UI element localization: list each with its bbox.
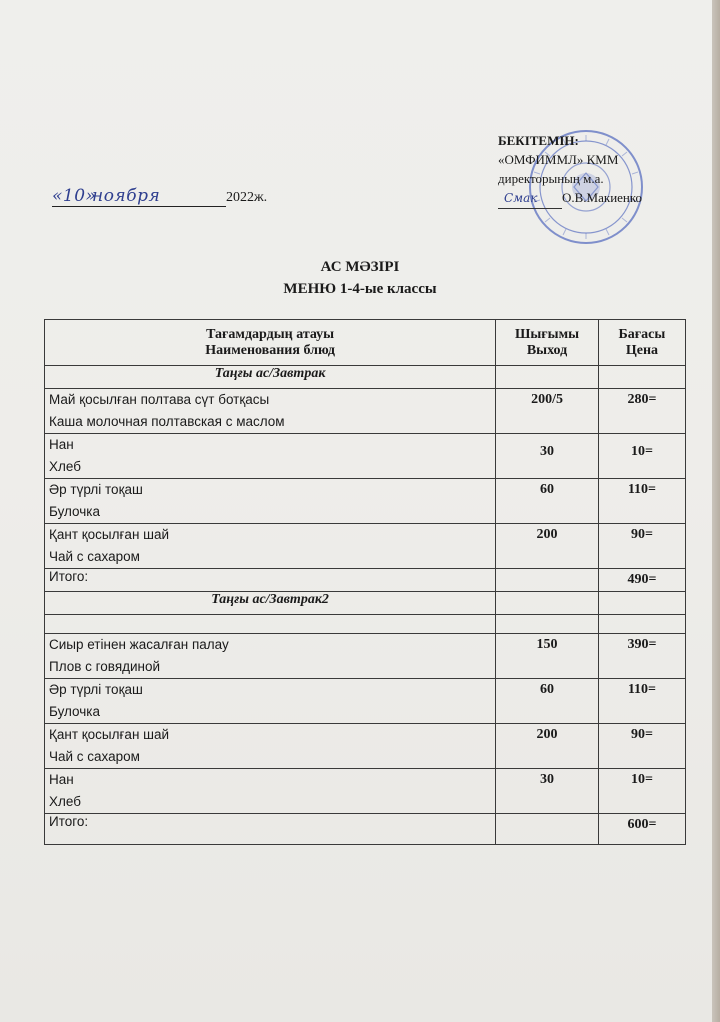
dish-price: 10= (598, 769, 685, 814)
header-output-ru: Выход (526, 342, 568, 358)
dish-name-kz: Нан (49, 772, 74, 787)
empty-cell (496, 569, 599, 592)
title-ru: МЕНЮ 1-4-ые классы (283, 281, 437, 297)
dish-output: 60 (496, 479, 599, 524)
dish-name (45, 434, 496, 479)
table-row (45, 524, 686, 569)
approval-heading: БЕКІТЕМІН: (498, 133, 579, 148)
total-label: Итого: (45, 569, 496, 592)
total-row (45, 569, 686, 592)
date-day: «10» (52, 186, 97, 206)
empty-cell (496, 814, 599, 845)
header-name-ru: Наименования блюд (205, 342, 335, 358)
header-output-kz: Шығымы (514, 326, 580, 342)
dish-name (45, 389, 496, 434)
header-name (45, 320, 496, 366)
dish-name (45, 479, 496, 524)
dish-output: 150 (496, 634, 599, 679)
approval-block (498, 131, 668, 209)
empty-cell (496, 366, 599, 389)
dish-price: 280= (598, 389, 685, 434)
dish-output: 200/5 (496, 389, 599, 434)
header-price-kz: Бағасы (618, 326, 666, 342)
dish-price: 390= (598, 634, 685, 679)
section-title: Таңғы ас/Завтрак2 (45, 592, 496, 615)
empty-cell (598, 615, 685, 634)
table-row (45, 434, 686, 479)
dish-name-kz: Қант қосылған шай (49, 727, 170, 742)
dish-price: 10= (598, 434, 685, 479)
dish-name-ru: Хлеб (49, 459, 81, 474)
dish-price: 90= (598, 724, 685, 769)
dish-name-ru: Булочка (49, 504, 101, 519)
dish-name-kz: Әр түрлі тоқаш (49, 682, 143, 697)
empty-cell (496, 592, 599, 615)
dish-output: 60 (496, 679, 599, 724)
dish-name-kz: Нан (49, 437, 74, 452)
total-price: 490= (598, 569, 685, 592)
header-price (598, 320, 685, 366)
empty-row (45, 615, 686, 634)
approval-name: О.В.Макиенко (562, 190, 643, 205)
approval-org: «ОМФИММЛ» КММ (498, 152, 619, 167)
table-row (45, 724, 686, 769)
dish-output: 30 (496, 769, 599, 814)
dish-price: 110= (598, 479, 685, 524)
total-label: Итого: (45, 814, 496, 845)
table-row (45, 769, 686, 814)
total-row (45, 814, 686, 845)
date-year: 2022ж. (226, 190, 268, 205)
dish-name-ru: Чай с сахаром (49, 749, 140, 764)
dish-name-ru: Каша молочная полтавская с маслом (49, 414, 285, 429)
dish-name-kz: Әр түрлі тоқаш (49, 482, 143, 497)
dish-name-kz: Қант қосылған шай (49, 527, 170, 542)
dish-name-ru: Чай с сахаром (49, 549, 140, 564)
section-row (45, 592, 686, 615)
table-row (45, 634, 686, 679)
dish-output: 30 (496, 434, 599, 479)
table-header-row (45, 320, 686, 366)
header-price-ru: Цена (625, 342, 659, 358)
menu-table (44, 319, 686, 845)
dish-output: 200 (496, 524, 599, 569)
dish-price: 110= (598, 679, 685, 724)
dish-name (45, 679, 496, 724)
title-kz: АС МӘЗІРІ (320, 259, 400, 275)
table-row (45, 479, 686, 524)
empty-cell (496, 615, 599, 634)
dish-price: 90= (598, 524, 685, 569)
signature: Смак (498, 189, 562, 209)
approval-role: директорының м.а. (498, 171, 604, 186)
signature-line (498, 188, 668, 209)
dish-name (45, 724, 496, 769)
empty-cell (598, 366, 685, 389)
header-name-kz: Тағамдардың атауы (206, 326, 335, 342)
dish-name (45, 769, 496, 814)
dish-name-kz: Май қосылған полтава сүт ботқасы (49, 392, 270, 407)
document-date (52, 186, 267, 207)
date-month: ноября (92, 186, 161, 206)
dish-name (45, 524, 496, 569)
header-output (496, 320, 599, 366)
dish-name-ru: Хлеб (49, 794, 81, 809)
page-edge (712, 0, 720, 1022)
total-price: 600= (598, 814, 685, 845)
dish-name-ru: Плов с говядиной (49, 659, 161, 674)
table-row (45, 679, 686, 724)
dish-name-kz: Сиыр етінен жасалған палау (49, 637, 229, 652)
dish-name (45, 634, 496, 679)
dish-output: 200 (496, 724, 599, 769)
table-row (45, 389, 686, 434)
empty-cell (45, 615, 496, 634)
section-title: Таңғы ас/Завтрак (45, 366, 496, 389)
dish-name-ru: Булочка (49, 704, 101, 719)
empty-cell (598, 592, 685, 615)
section-row (45, 366, 686, 389)
